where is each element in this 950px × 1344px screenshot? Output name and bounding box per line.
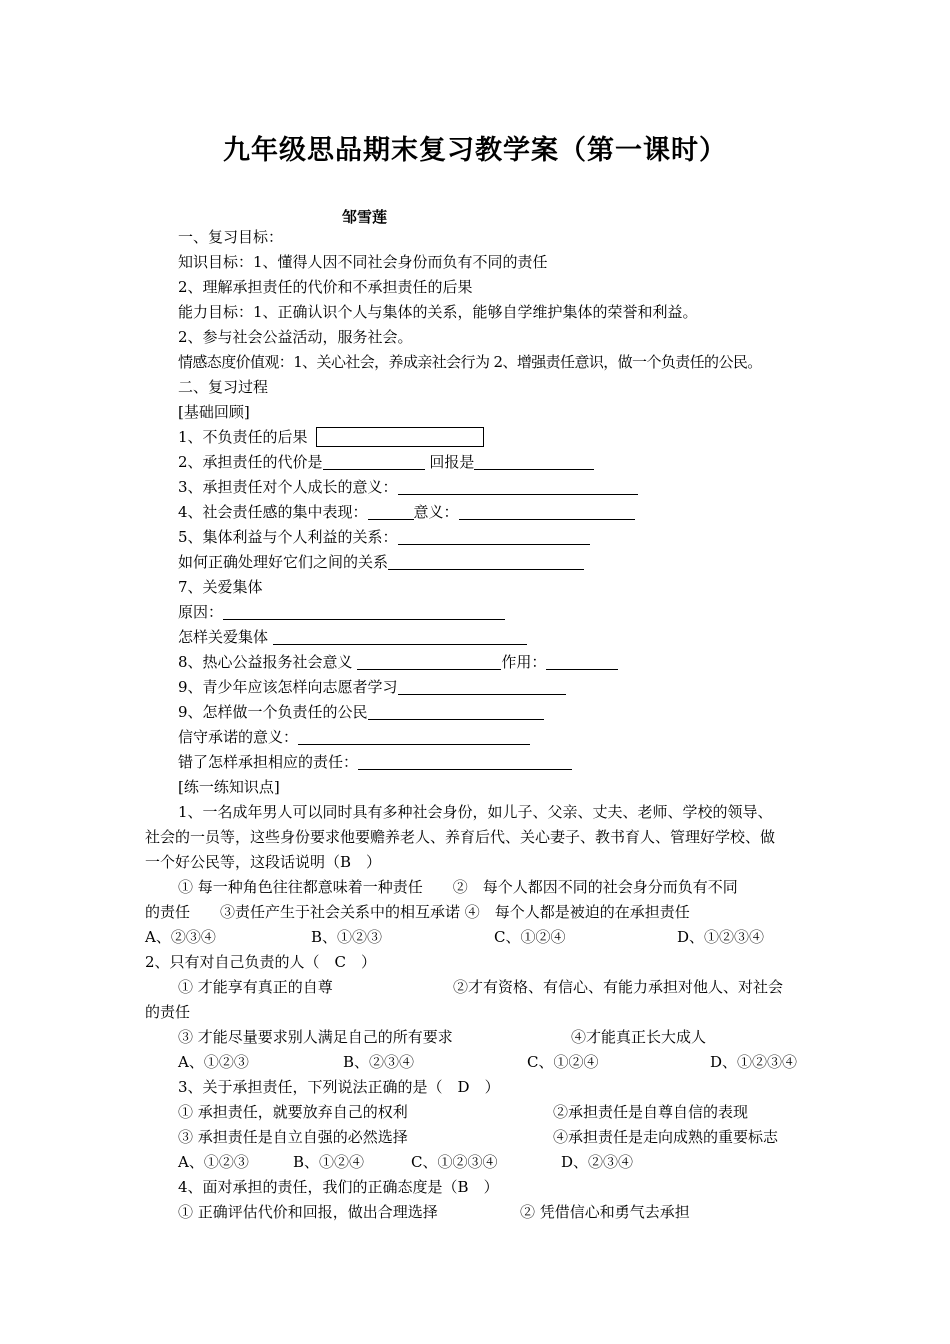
practice-q4-opt1: ① 正确评估代价和回报，做出合理选择 <box>178 1203 438 1221</box>
review-q1: 1、不负责任的后果 <box>178 427 484 447</box>
answer-box <box>316 427 484 447</box>
ability-goal-2: 2、参与社会公益活动，服务社会。 <box>178 328 413 346</box>
review-q2: 2、承担责任的代价是 回报是 <box>178 452 594 472</box>
practice-q1-line3: 一个好公民等，这段话说明（B ） <box>145 853 382 871</box>
practice-label: [练一练知识点] <box>178 778 280 796</box>
practice-q3-choice-c: C、①②③④ <box>411 1153 498 1171</box>
practice-q2-opt4: ④才能真正长大成人 <box>571 1028 707 1046</box>
practice-q4-stem: 4、面对承担的责任，我们的正确态度是（B ） <box>178 1178 499 1196</box>
practice-q2-choice-b: B、②③④ <box>343 1053 415 1071</box>
answer-blank <box>474 453 594 470</box>
knowledge-goal-2: 2、理解承担责任的代价和不承担责任的后果 <box>178 278 473 296</box>
answer-blank <box>368 503 414 520</box>
answer-blank <box>398 528 590 545</box>
review-q9b: 9、怎样做一个负责任的公民 <box>178 702 544 722</box>
practice-q2-choice-d: D、①②③④ <box>710 1053 798 1071</box>
practice-q3-choice-a: A、①②③ <box>178 1153 249 1171</box>
practice-q3-opt1: ① 承担责任，就要放弃自己的权利 <box>178 1103 408 1121</box>
answer-blank <box>357 653 501 670</box>
answer-blank <box>358 753 572 770</box>
practice-q2-opt2: ②才有资格、有信心、有能力承担对他人、对社会 <box>453 978 784 996</box>
review-q5: 5、集体利益与个人利益的关系： <box>178 527 590 547</box>
process-heading: 二、复习过程 <box>178 378 269 396</box>
answer-blank <box>273 628 527 645</box>
answer-blank <box>398 478 638 495</box>
practice-q1-choice-a: A、②③④ <box>145 928 216 946</box>
review-q9c: 信守承诺的意义： <box>178 727 530 747</box>
practice-q1-line1: 1、一名成年男人可以同时具有多种社会身份，如儿子、父亲、丈夫、老师、学校的领导、 <box>178 803 773 821</box>
ability-goal-1: 能力目标：1、正确认识个人与集体的关系，能够自学维护集体的荣誉和利益。 <box>178 303 698 321</box>
practice-q1-choice-c: C、①②④ <box>494 928 566 946</box>
practice-q2-choice-c: C、①②④ <box>527 1053 599 1071</box>
answer-blank <box>546 653 618 670</box>
review-q9d: 错了怎样承担相应的责任： <box>178 752 572 772</box>
review-q9: 9、青少年应该怎样向志愿者学习 <box>178 677 566 697</box>
review-q5b: 如何正确处理好它们之间的关系 <box>178 552 584 572</box>
practice-q1-options-1: ① 每一种角色往往都意味着一种责任 ② 每个人都因不同的社会身分而负有不同 <box>178 878 738 896</box>
answer-blank <box>298 728 530 745</box>
basic-review-label: [基础回顾] <box>178 403 250 421</box>
knowledge-goal-1: 知识目标：1、懂得人因不同社会身份而负有不同的责任 <box>178 253 548 271</box>
author-name: 邹雪莲 <box>342 208 388 226</box>
answer-blank <box>323 453 425 470</box>
practice-q1-choice-d: D、①②③④ <box>677 928 765 946</box>
review-q7b: 怎样关爱集体 <box>178 627 527 647</box>
answer-blank <box>459 503 635 520</box>
practice-q2-choice-a: A、①②③ <box>178 1053 249 1071</box>
review-q7a: 原因： <box>178 602 505 622</box>
practice-q3-opt2: ②承担责任是自尊自信的表现 <box>553 1103 749 1121</box>
goals-heading: 一、复习目标： <box>178 228 284 246</box>
practice-q3-opt3: ③ 承担责任是自立自强的必然选择 <box>178 1128 408 1146</box>
review-q3: 3、承担责任对个人成长的意义： <box>178 477 638 497</box>
review-q8: 8、热心公益报务社会意义 作用： <box>178 652 618 672</box>
practice-q2-opt2-cont: 的责任 <box>145 1003 191 1021</box>
answer-blank <box>223 603 505 620</box>
emotion-goal: 情感态度价值观：1、关心社会，养成亲社会行为 2、增强责任意识，做一个负责任的公民。 <box>178 353 762 371</box>
practice-q4-opt2: ② 凭借信心和勇气去承担 <box>520 1203 690 1221</box>
practice-q2-stem: 2、只有对自己负责的人（ C ） <box>145 953 377 971</box>
review-q7: 7、关爱集体 <box>178 578 263 596</box>
answer-blank <box>368 703 544 720</box>
practice-q2-opt1: ① 才能享有真正的自尊 <box>178 978 333 996</box>
practice-q3-choice-b: B、①②④ <box>293 1153 365 1171</box>
practice-q2-opt3: ③ 才能尽量要求别人满足自己的所有要求 <box>178 1028 453 1046</box>
practice-q1-options-2: 的责任 ③责任产生于社会关系中的相互承诺 ④ 每个人都是被迫的在承担责任 <box>145 903 690 921</box>
review-q4: 4、社会责任感的集中表现： 意义： <box>178 502 635 522</box>
practice-q3-stem: 3、关于承担责任，下列说法正确的是（ D ） <box>178 1078 500 1096</box>
answer-blank <box>398 678 566 695</box>
practice-q3-opt4: ④承担责任是走向成熟的重要标志 <box>553 1128 779 1146</box>
practice-q1-line2: 社会的一员等，这些身份要求他要赡养老人、养育后代、关心妻子、教书育人、管理好学校、做 <box>145 828 776 846</box>
practice-q1-choice-b: B、①②③ <box>311 928 383 946</box>
answer-blank <box>388 553 584 570</box>
practice-q3-choice-d: D、②③④ <box>561 1153 634 1171</box>
page-title: 九年级思品期末复习教学案（第一课时） <box>223 135 727 166</box>
